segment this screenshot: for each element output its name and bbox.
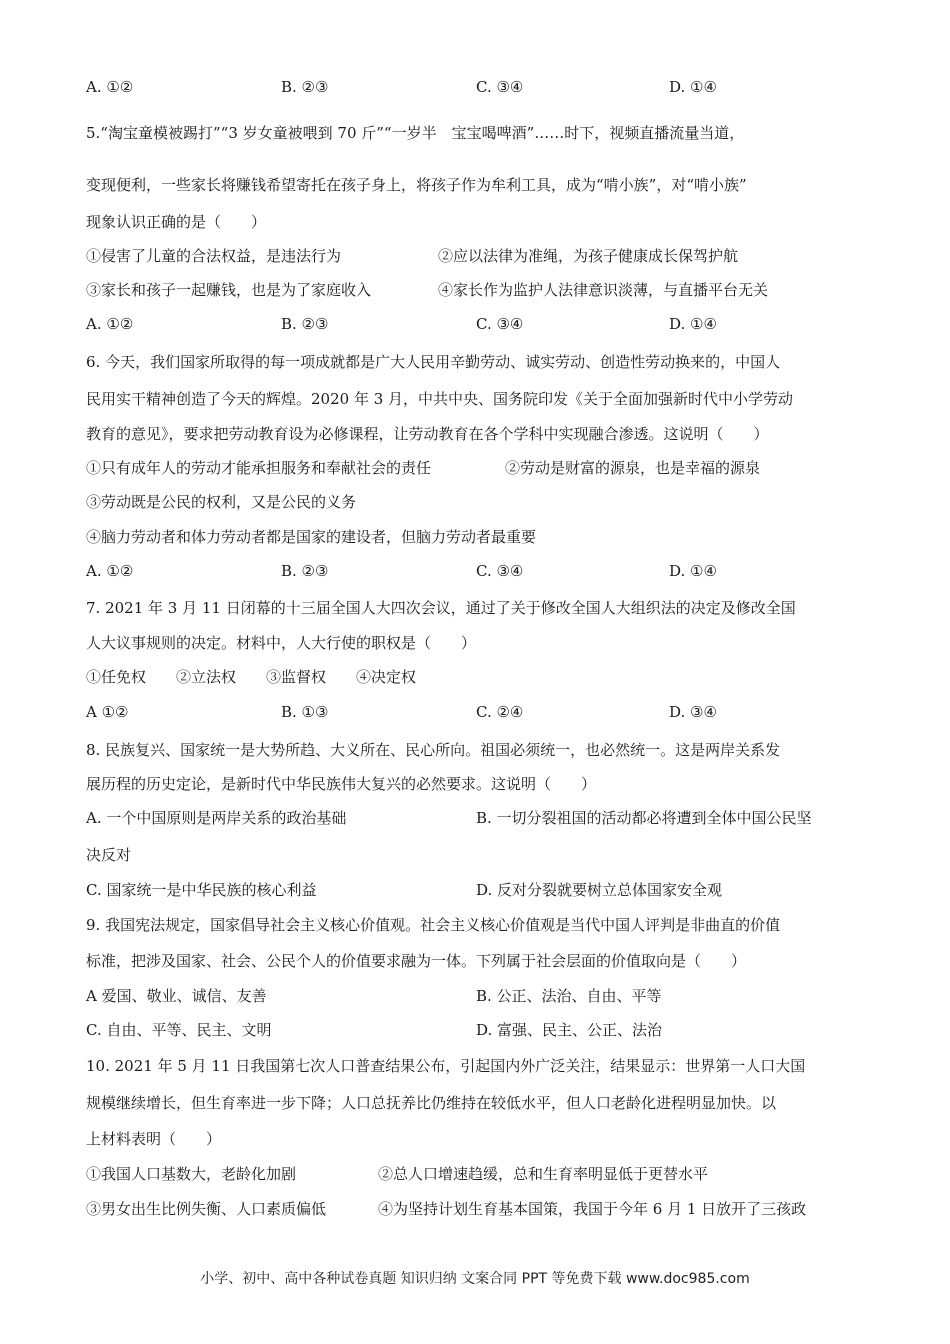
q6-item-3: ③劳动既是公民的权利，又是公民的义务 (86, 493, 357, 511)
q7-stem-line-2: 人大议事规则的决定。材料中，人大行使的职权是（ ） (86, 634, 477, 652)
q7-option-b: B. ①③ (281, 703, 329, 721)
q9-option-c: C. 自由、平等、民主、文明 (86, 1021, 272, 1039)
q5-item-1: ①侵害了儿童的合法权益，是违法行为 (86, 247, 342, 265)
q10-item-2: ②总人口增速趋缓，总和生育率明显低于更替水平 (378, 1165, 709, 1183)
q6-option-d: D. ①④ (669, 562, 717, 580)
q5-option-d: D. ①④ (669, 315, 717, 333)
q8-stem-line-2: 展历程的历史定论，是新时代中华民族伟大复兴的必然要求。这说明（ ） (86, 775, 597, 793)
q5-item-4: ④家长作为监护人法律意识淡薄，与直播平台无关 (438, 281, 769, 299)
q4-option-a: A. ①② (86, 78, 134, 96)
q9-stem-line-1: 9. 我国宪法规定，国家倡导社会主义核心价值观。社会主义核心价值观是当代中国人评判是非曲直的价值 (86, 916, 781, 934)
q5-stem-line-3: 现象认识正确的是（ ） (86, 213, 267, 231)
q8-option-b: B. 一切分裂祖国的活动都必将遭到全体中国公民坚 (476, 809, 812, 827)
q7-option-a: A ①② (86, 703, 129, 721)
q6-stem-line-1: 6. 今天，我们国家所取得的每一项成就都是广大人民用辛勤劳动、诚实劳动、创造性劳动换来的，中国人 (86, 353, 781, 371)
q6-option-c: C. ③④ (476, 562, 524, 580)
q5-option-b: B. ②③ (281, 315, 329, 333)
q6-stem-line-3: 教育的意见》，要求把劳动教育设为必修课程，让劳动教育在各个学科中实现融合渗透。这说明（ ） (86, 425, 769, 443)
q5-option-c: C. ③④ (476, 315, 524, 333)
q6-item-4: ④脑力劳动者和体力劳动者都是国家的建设者，但脑力劳动者最重要 (86, 528, 537, 546)
q7-items: ①任免权 ②立法权 ③监督权 ④决定权 (86, 668, 417, 686)
q10-stem-line-1: 10. 2021 年 5 月 11 日我国第七次人口普查结果公布，引起国内外广泛关注，结果显示：世界第一人口大国 (86, 1057, 806, 1075)
q7-stem-line-1: 7. 2021 年 3 月 11 日闭幕的十三届全国人大四次会议，通过了关于修改全国人大组织法的决定及修改全国 (86, 599, 796, 617)
q6-item-2: ②劳动是财富的源泉，也是幸福的源泉 (505, 459, 761, 477)
q8-option-a: A. 一个中国原则是两岸关系的政治基础 (86, 809, 347, 827)
q9-option-d: D. 富强、民主、公正、法治 (476, 1021, 663, 1039)
q5-item-3: ③家长和孩子一起赚钱，也是为了家庭收入 (86, 281, 372, 299)
q8-stem-line-1: 8. 民族复兴、国家统一是大势所趋、大义所在、民心所向。祖国必须统一，也必然统一。这是两岸关系发 (86, 741, 781, 759)
q8-option-d: D. 反对分裂就要树立总体国家安全观 (476, 881, 723, 899)
q9-option-b: B. 公正、法治、自由、平等 (476, 987, 662, 1005)
q10-item-1: ①我国人口基数大，老龄化加剧 (86, 1165, 297, 1183)
q10-stem-line-2: 规模继续增长，但生育率进一步下降；人口总抚养比仍维持在较低水平，但人口老龄化进程明显加快。以 (86, 1094, 777, 1112)
q10-item-3: ③男女出生比例失衡、人口素质偏低 (86, 1200, 327, 1218)
q6-option-a: A. ①② (86, 562, 134, 580)
q9-option-a: A 爱国、敬业、诚信、友善 (86, 987, 267, 1005)
q7-option-c: C. ②④ (476, 703, 524, 721)
q5-stem-line-2: 变现便利，一些家长将赚钱希望寄托在孩子身上，将孩子作为牟利工具，成为“啃小族”，对“啃小族” (86, 176, 747, 194)
q6-item-1: ①只有成年人的劳动才能承担服务和奉献社会的责任 (86, 459, 432, 477)
q10-item-4: ④为坚持计划生育基本国策，我国于今年 6 月 1 日放开了三孩政 (378, 1200, 807, 1218)
q7-option-d: D. ③④ (669, 703, 717, 721)
q5-option-a: A. ①② (86, 315, 134, 333)
q4-option-c: C. ③④ (476, 78, 524, 96)
q5-stem-line-1: 5.“淘宝童模被踢打”“3 岁女童被喂到 70 斤”“一岁半 宝宝喝啤酒”……时下，视频直播流量当道， (86, 124, 745, 142)
q9-stem-line-2: 标准，把涉及国家、社会、公民个人的价值要求融为一体。下列属于社会层面的价值取向是（ ） (86, 952, 747, 970)
q8-option-c: C. 国家统一是中华民族的核心利益 (86, 881, 317, 899)
q10-stem-line-3: 上材料表明（ ） (86, 1130, 222, 1148)
footer-download-note: 小学、初中、高中各种试卷真题 知识归纳 文案合同 PPT 等免费下载 www.doc985.com (200, 1271, 750, 1287)
q6-option-b: B. ②③ (281, 562, 329, 580)
q8-option-b-cont: 决反对 (86, 846, 132, 864)
q4-option-b: B. ②③ (281, 78, 329, 96)
q5-item-2: ②应以法律为准绳，为孩子健康成长保驾护航 (438, 247, 739, 265)
q4-option-d: D. ①④ (669, 78, 717, 96)
q6-stem-line-2: 民用实干精神创造了今天的辉煌。2020 年 3 月，中共中央、国务院印发《关于全面加强新时代中小学劳动 (86, 390, 794, 408)
